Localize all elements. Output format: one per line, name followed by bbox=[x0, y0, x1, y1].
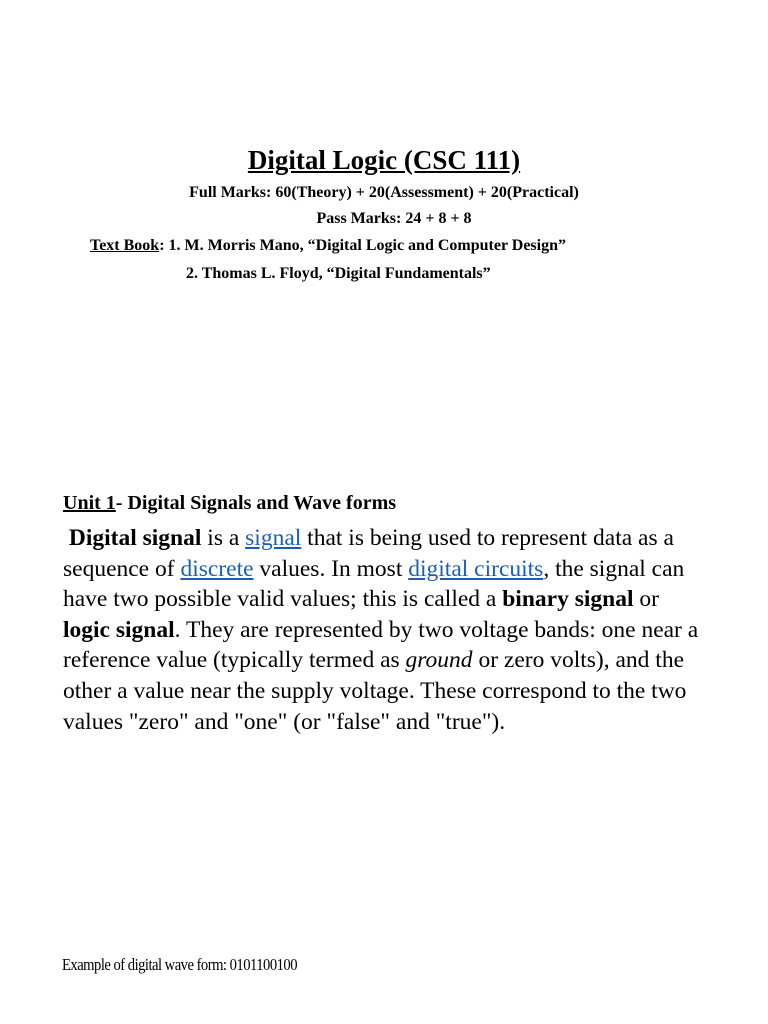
pass-marks-line: Pass Marks: 24 + 8 + 8 bbox=[316, 210, 472, 227]
waveform-caption: Example of digital wave form: 0101100100 bbox=[62, 955, 298, 974]
paragraph-text: or bbox=[633, 586, 659, 613]
textbook-label: Text Book bbox=[90, 237, 160, 254]
full-marks-line: Full Marks: 60(Theory) + 20(Assessment) + 20(Practical) bbox=[189, 184, 579, 201]
paragraph-text: values. In most bbox=[253, 555, 409, 582]
body-paragraph bbox=[63, 523, 703, 737]
document-title: Digital Logic (CSC 111) bbox=[247, 145, 521, 175]
paragraph-text: or zero volts), and the other a value near the supply voltage. These correspond to the two values "zero" and "one" (or "false" and "true"). bbox=[63, 647, 687, 735]
unit-number-label: Unit 1 bbox=[63, 492, 116, 514]
paragraph-text: . They are represented by two voltage bands: one near a reference value (typically termed as bbox=[63, 616, 699, 674]
paragraph-text: that is being used to represent data as a sequence of bbox=[63, 525, 674, 582]
unit-heading bbox=[63, 490, 396, 516]
paragraph-text: is a bbox=[201, 525, 246, 551]
term-digital-signal: Digital signal bbox=[68, 525, 202, 551]
term-binary-signal: binary signal bbox=[502, 586, 634, 613]
textbook-line-2: 2. Thomas L. Floyd, “Digital Fundamentals” bbox=[186, 265, 491, 282]
link-discrete[interactable]: discrete bbox=[180, 555, 254, 582]
link-signal[interactable]: signal bbox=[245, 525, 302, 551]
textbook-line-1 bbox=[90, 236, 566, 256]
paragraph-text: , the signal can have two possible valid values; this is called a bbox=[63, 555, 685, 613]
link-digital-circuits[interactable]: digital circuits bbox=[408, 555, 544, 582]
term-logic-signal: logic signal bbox=[63, 616, 175, 643]
unit-title: - Digital Signals and Wave forms bbox=[115, 492, 397, 514]
textbook-1-text: : 1. M. Morris Mano, “Digital Logic and Computer Design” bbox=[159, 237, 566, 254]
term-ground: ground bbox=[405, 647, 473, 674]
